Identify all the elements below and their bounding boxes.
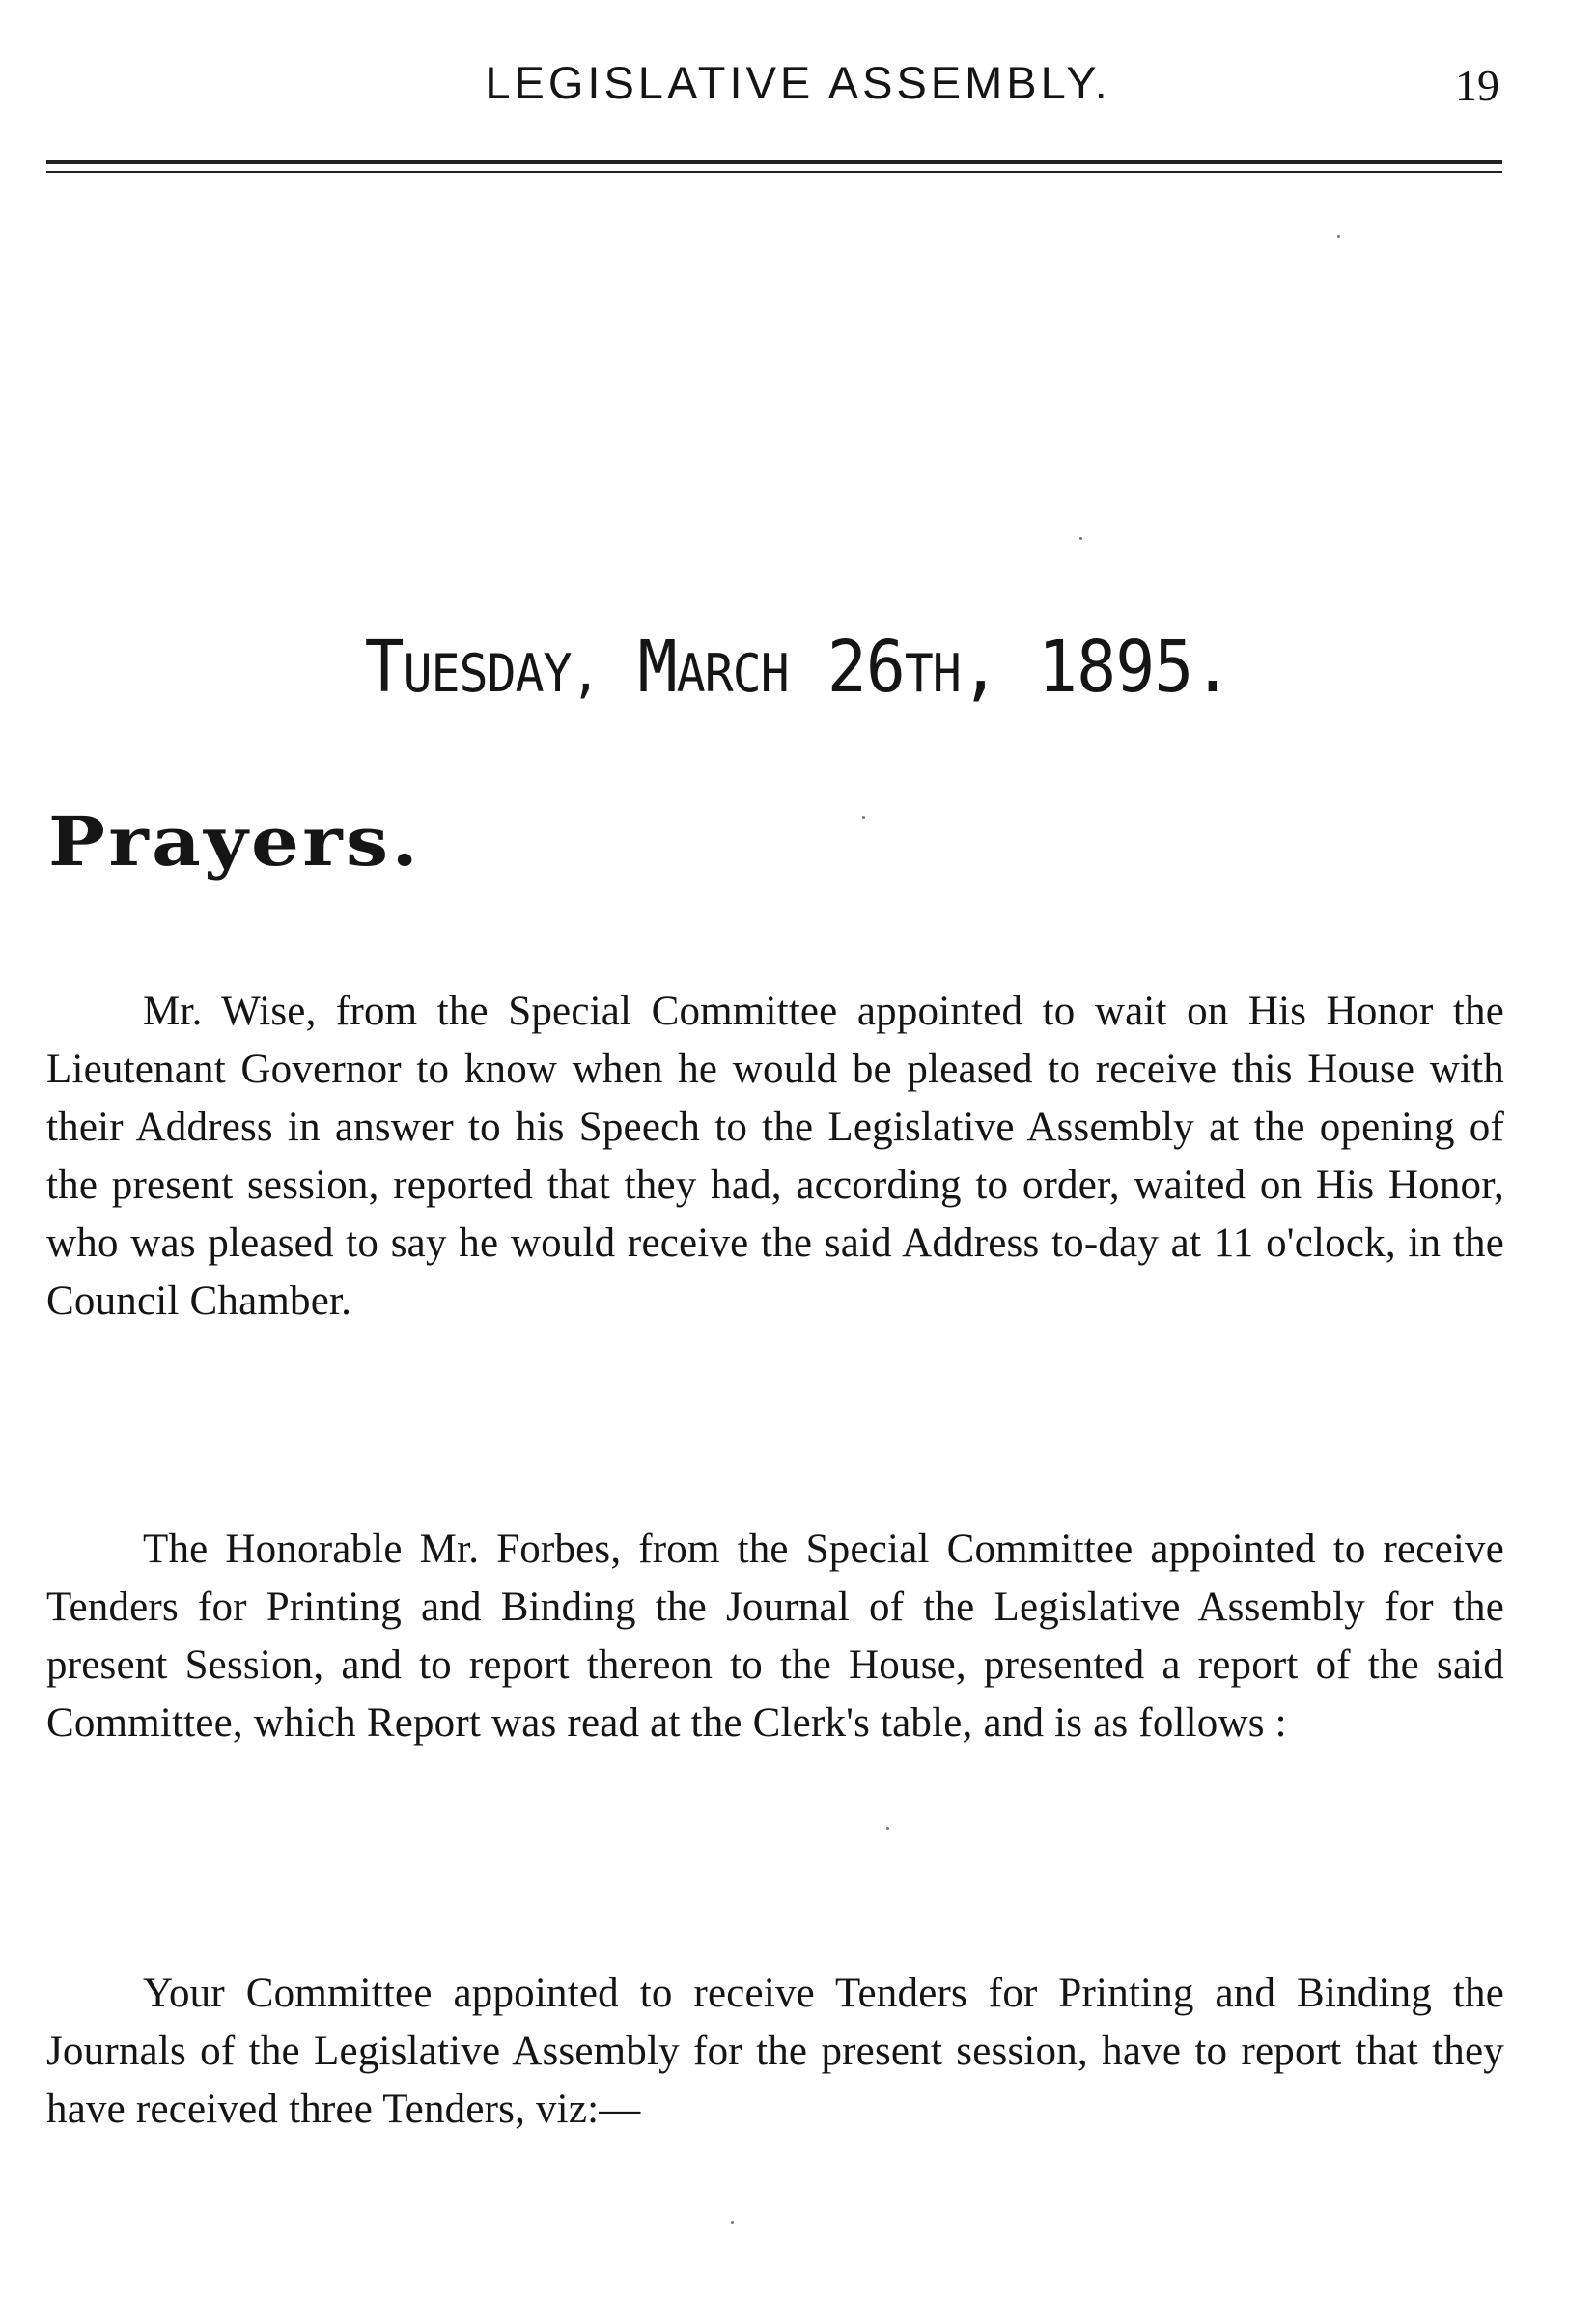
running-head [0,56,1596,114]
date-heading [64,626,1532,709]
header-rule-thin [46,171,1502,173]
print-speck [1337,235,1340,238]
print-speck [1079,537,1082,540]
paragraph-tenders-received: Your Committee appointed to receive Tenders for Printing and Binding the Journals of the Legislative Assembly for the present session, have to report that they have received three Tenders, viz:— [46,1971,1504,2132]
paragraph-committee-report: Mr. Wise, from the Special Committee appointed to wait on His Honor the Lieutenant Governor to know when he would be pleased to receive this House with their Address in answer to his Speech to the Legislative Assembly at the opening of the present session, reported that they had, according to order, waited on His Honor, who was pleased to say he would receive the said Address to-day at 11 o'clock, in the Council Chamber. [46,989,1504,1324]
paragraph-tenders-report: The Honorable Mr. Forbes, from the Special Committee appointed to receive Tenders for Printing and Binding the Journal of the Legislative Assembly for the present Session, and to report thereon to the House, presented a report of the said Committee, which Report was read at the Clerk's table, and is as follows : [46,1527,1504,1746]
date-heading-day: 26 [826,626,905,709]
date-heading-suffix: TH [904,643,961,704]
date-heading-year: , 1895. [960,626,1232,709]
print-speck [731,2221,734,2224]
date-heading-weekday: UESDAY, [403,643,600,704]
running-title: LEGISLATIVE ASSEMBLY. [485,57,1111,108]
header-rule-thick [46,160,1502,164]
page-number: 19 [1455,61,1499,110]
date-heading-initial-2: M [637,626,677,709]
print-speck [862,816,865,819]
print-speck [886,1827,889,1830]
date-heading-initial-1: T [364,626,404,709]
date-heading-month: ARCH [676,643,789,704]
section-heading: Prayers. [48,801,422,882]
